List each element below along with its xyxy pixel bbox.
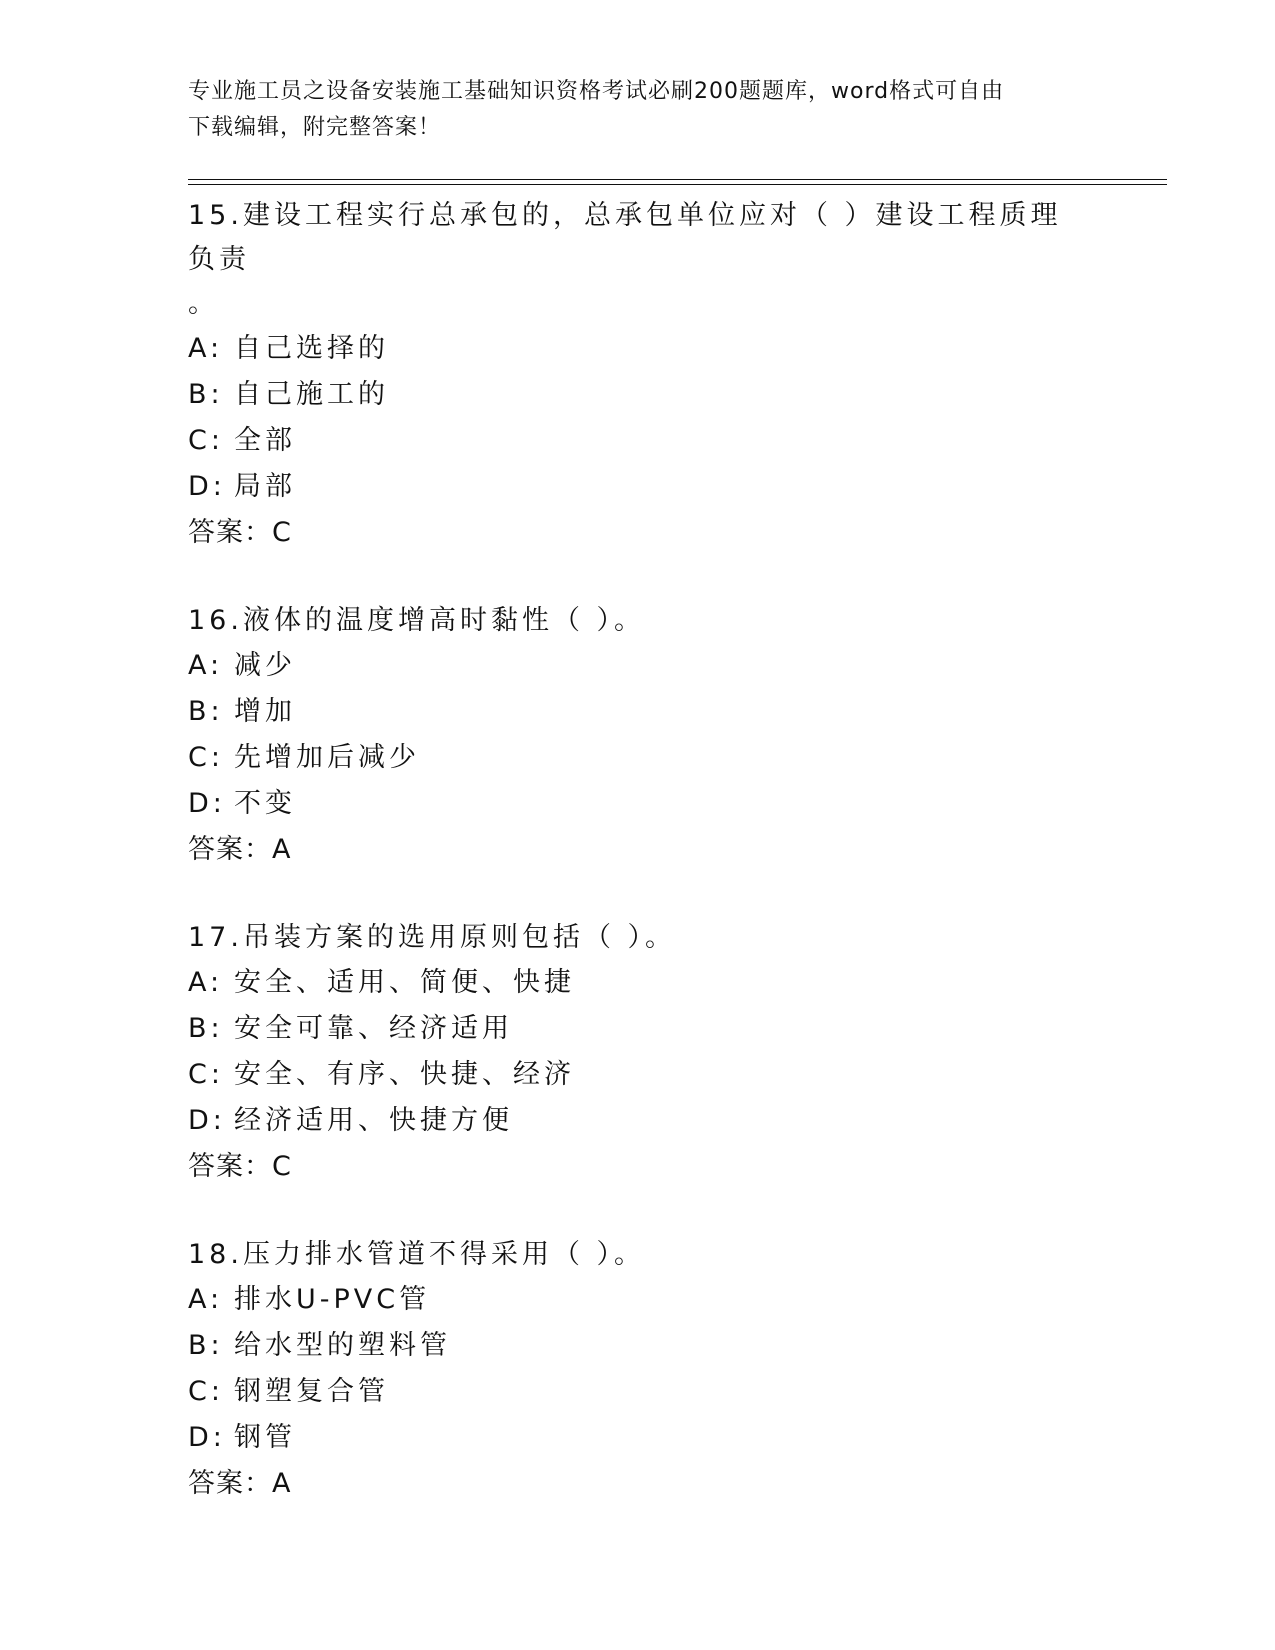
option-letter: B:: [188, 379, 224, 410]
option-letter: B:: [188, 1013, 224, 1044]
option-a: [188, 326, 1088, 372]
question-stem: [188, 192, 1088, 326]
option-letter: D:: [188, 1105, 226, 1136]
header-divider-top: [188, 179, 1167, 180]
answer-label: 答案：A: [188, 1468, 292, 1499]
header-divider-bottom: [188, 184, 1167, 185]
option-b: [188, 372, 1088, 418]
option-letter: A:: [188, 333, 224, 364]
option-c: [188, 418, 1088, 464]
question-stem: [188, 1231, 1088, 1277]
question-15: [188, 192, 1088, 556]
option-letter: C:: [188, 1059, 224, 1090]
option-d: [188, 781, 1088, 827]
header-line-2: 下载编辑，附完整答案！: [188, 115, 442, 140]
option-a: [188, 1277, 1088, 1323]
option-letter: C:: [188, 425, 224, 456]
option-text: 增加: [234, 696, 296, 727]
question-stem-text: 18.压力排水管道不得采用（ ）。: [188, 1239, 646, 1270]
document-header: [188, 74, 1088, 146]
question-stem-text: 15.建设工程实行总承包的，总承包单位应对（ ）建设工程质理负责: [188, 200, 1062, 275]
question-stem-continuation: 。: [188, 288, 219, 319]
option-text: 钢管: [234, 1422, 296, 1453]
option-letter: A:: [188, 1284, 224, 1315]
option-text: 局部: [234, 471, 296, 502]
option-letter: D:: [188, 788, 226, 819]
option-d: [188, 464, 1088, 510]
option-letter: A:: [188, 967, 224, 998]
option-c: [188, 1369, 1088, 1415]
option-letter: D:: [188, 1422, 226, 1453]
option-letter: A:: [188, 650, 224, 681]
question-17: [188, 914, 1088, 1190]
option-d: [188, 1415, 1088, 1461]
header-line-1: 专业施工员之设备安装施工基础知识资格考试必刷200题题库，word格式可自由: [188, 79, 1005, 104]
option-c: [188, 735, 1088, 781]
option-letter: C:: [188, 1376, 224, 1407]
answer-label: 答案：C: [188, 1151, 292, 1182]
question-list: [188, 192, 1088, 1548]
question-stem: [188, 597, 1088, 643]
option-text: 安全可靠、经济适用: [234, 1013, 513, 1044]
option-text: 减少: [234, 650, 296, 681]
option-a: [188, 960, 1088, 1006]
question-stem-text: 17.吊装方案的选用原则包括（ ）。: [188, 922, 677, 953]
option-b: [188, 1323, 1088, 1369]
question-16: [188, 597, 1088, 873]
option-text: 全部: [234, 425, 296, 456]
option-letter: C:: [188, 742, 224, 773]
option-a: [188, 643, 1088, 689]
option-text: 经济适用、快捷方便: [234, 1105, 513, 1136]
option-text: 先增加后减少: [234, 742, 420, 773]
option-letter: D:: [188, 471, 226, 502]
option-text: 安全、有序、快捷、经济: [234, 1059, 575, 1090]
option-text: 排水U-PVC管: [234, 1284, 431, 1315]
question-stem-text: 16.液体的温度增高时黏性（ ）。: [188, 605, 646, 636]
option-d: [188, 1098, 1088, 1144]
question-18: [188, 1231, 1088, 1507]
option-text: 自己选择的: [234, 333, 389, 364]
option-b: [188, 1006, 1088, 1052]
option-text: 给水型的塑料管: [234, 1330, 451, 1361]
option-text: 自己施工的: [234, 379, 389, 410]
option-text: 安全、适用、简便、快捷: [234, 967, 575, 998]
option-text: 不变: [234, 788, 296, 819]
answer-label: 答案：C: [188, 517, 292, 548]
option-b: [188, 689, 1088, 735]
option-c: [188, 1052, 1088, 1098]
option-letter: B:: [188, 696, 224, 727]
option-letter: B:: [188, 1330, 224, 1361]
answer-label: 答案：A: [188, 834, 292, 865]
option-text: 钢塑复合管: [234, 1376, 389, 1407]
question-stem: [188, 914, 1088, 960]
